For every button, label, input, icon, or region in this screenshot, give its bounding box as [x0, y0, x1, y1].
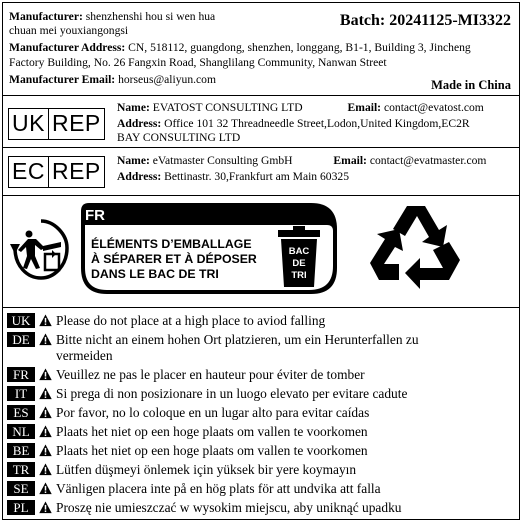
warning-row-it [7, 386, 407, 402]
manufacturer-address-label: Manufacturer Address: [9, 41, 126, 54]
warning-triangle-icon [39, 387, 52, 400]
warning-text-line1: Bitte nicht an einem hohen Ort platzieren, um ein Herunterfallen zu [56, 332, 419, 347]
ec-rep-name-label: Name: [117, 154, 150, 167]
triman-icon [9, 216, 73, 282]
uk-rep-name-line [117, 101, 484, 115]
warning-triangle-icon [39, 463, 52, 476]
warning-row-tr [7, 462, 356, 478]
uk-rep-badge [8, 108, 105, 140]
warning-row-be [7, 443, 368, 459]
recycling-section [3, 196, 519, 308]
bin-text-line3: TRI [291, 270, 307, 281]
warnings-section [3, 308, 519, 521]
manufacturer-name-line [9, 10, 215, 24]
ec-rep-email-label: Email: [333, 154, 367, 167]
manufacturer-email: horseus@aliyun.com [118, 73, 216, 86]
warning-text: Plaats het niet op een hoge plaats om vallen te voorkomen [56, 424, 368, 439]
uk-rep-name: EVATOST CONSULTING LTD [152, 101, 303, 114]
uk-rep-address-line2: BAY CONSULTING LTD [117, 131, 241, 144]
warning-text-line2: vermeiden [56, 348, 113, 363]
warning-triangle-icon [39, 444, 52, 457]
bin-text-line2: DE [292, 258, 306, 269]
recycle-icon [367, 202, 463, 294]
warning-text: Please do not place at a high place to aviod falling [56, 313, 326, 328]
warning-row-se [7, 481, 381, 497]
warning-triangle-icon [39, 368, 52, 381]
language-code: ES [7, 405, 35, 420]
warning-triangle-icon [39, 482, 52, 495]
warning-triangle-icon [39, 333, 52, 346]
language-code: BE [7, 443, 35, 458]
manufacturer-address-line2: Factory Building, No. 26 Fangxin Road, Shanglilang Community, Nanwan Street [9, 56, 387, 69]
warning-row-es [7, 405, 369, 421]
uk-rep-badge-left: UK [12, 110, 45, 136]
warning-triangle-icon [39, 425, 52, 438]
ec-rep-email: contact@evatmaster.com [369, 154, 487, 167]
warning-triangle-icon [39, 501, 52, 514]
made-in-china: Made in China [431, 78, 511, 92]
warning-text: Plaats het niet op een hoge plaats om vallen te voorkomen [56, 443, 368, 458]
manufacturer-email-label: Manufacturer Email: [9, 73, 116, 86]
fr-sorting-info-box [81, 203, 337, 294]
language-code: PL [7, 500, 35, 515]
ec-rep-badge [8, 156, 105, 188]
sorting-bin-icon [278, 226, 320, 287]
uk-rep-address: Office 101 32 Threadneedle Street,Lodon,United Kingdom,EC2R [164, 117, 470, 130]
ec-rep-badge-left: EC [12, 158, 45, 184]
uk-rep-address-line [117, 117, 470, 131]
warning-row-fr [7, 367, 365, 383]
ec-rep-name: eVatmaster Consulting GmbH [152, 154, 293, 167]
ec-rep-section [3, 148, 519, 196]
warning-text: Lütfen düşmeyi önlemek için yüksek bir yere koymayın [56, 462, 357, 477]
uk-rep-section [3, 96, 519, 148]
warning-row-de [7, 332, 419, 364]
bin-text-line1: BAC [288, 246, 310, 257]
language-code: FR [7, 367, 35, 382]
uk-rep-address-label: Address: [117, 117, 162, 130]
uk-rep-badge-right: REP [48, 109, 104, 139]
language-code: DE [7, 332, 35, 347]
language-code: IT [7, 386, 35, 401]
fr-text-line3: DANS LE BAC DE TRI [91, 267, 219, 281]
fr-text-line1: ÉLÉMENTS D’EMBALLAGE [91, 237, 252, 251]
warning-triangle-icon [39, 314, 52, 327]
uk-rep-email: contact@evatost.com [383, 101, 484, 114]
manufacturer-name-line2: chuan mei youxiangongsi [9, 24, 129, 37]
warning-text: Si prega di non posizionare in un luogo elevato per evitare cadute [56, 386, 408, 401]
manufacturer-name: shenzhenshi hou si wen hua [85, 10, 216, 23]
ec-rep-address-label: Address: [117, 170, 162, 183]
language-code: TR [7, 462, 35, 477]
uk-rep-email-label: Email: [347, 101, 382, 114]
fr-text-line2: À SÉPARER ET À DÉPOSER [91, 252, 257, 266]
ec-rep-badge-right: REP [48, 157, 104, 187]
manufacturer-address: CN, 518112, guangdong, shenzhen, longgang, B1-1, Building 3, Jincheng [128, 41, 471, 54]
manufacturer-email-line [9, 73, 216, 87]
fr-tag-text: FR [85, 207, 105, 224]
warning-triangle-icon [39, 406, 52, 419]
warning-text: Proszę nie umieszczać w wysokim miejscu, aby uniknąć upadku [56, 500, 402, 515]
warning-row-nl [7, 424, 368, 440]
batch-number: Batch: 20241125-MI3322 [339, 12, 511, 29]
manufacturer-section [3, 3, 519, 96]
warning-row-uk [7, 313, 325, 329]
uk-rep-name-label: Name: [117, 101, 150, 114]
warning-text: Vänligen placera inte på en hög plats för att undvika att falla [56, 481, 381, 496]
language-code: UK [7, 313, 35, 328]
warning-text: Por favor, no lo coloque en un lugar alto para evitar caídas [56, 405, 370, 420]
language-code: SE [7, 481, 35, 496]
ec-rep-address-line [117, 170, 349, 184]
warning-row-pl [7, 500, 401, 516]
warning-text: Veuillez ne pas le placer en hauteur pour éviter de tomber [56, 367, 365, 382]
manufacturer-address-line [9, 41, 471, 55]
fr-tag [85, 207, 105, 224]
language-code: NL [7, 424, 35, 439]
ec-rep-name-line [117, 154, 486, 168]
warning-text [56, 332, 419, 364]
manufacturer-name-label: Manufacturer: [9, 10, 83, 23]
ec-rep-address: Bettinastr. 30,Frankfurt am Main 60325 [164, 170, 349, 183]
product-label [2, 2, 520, 520]
